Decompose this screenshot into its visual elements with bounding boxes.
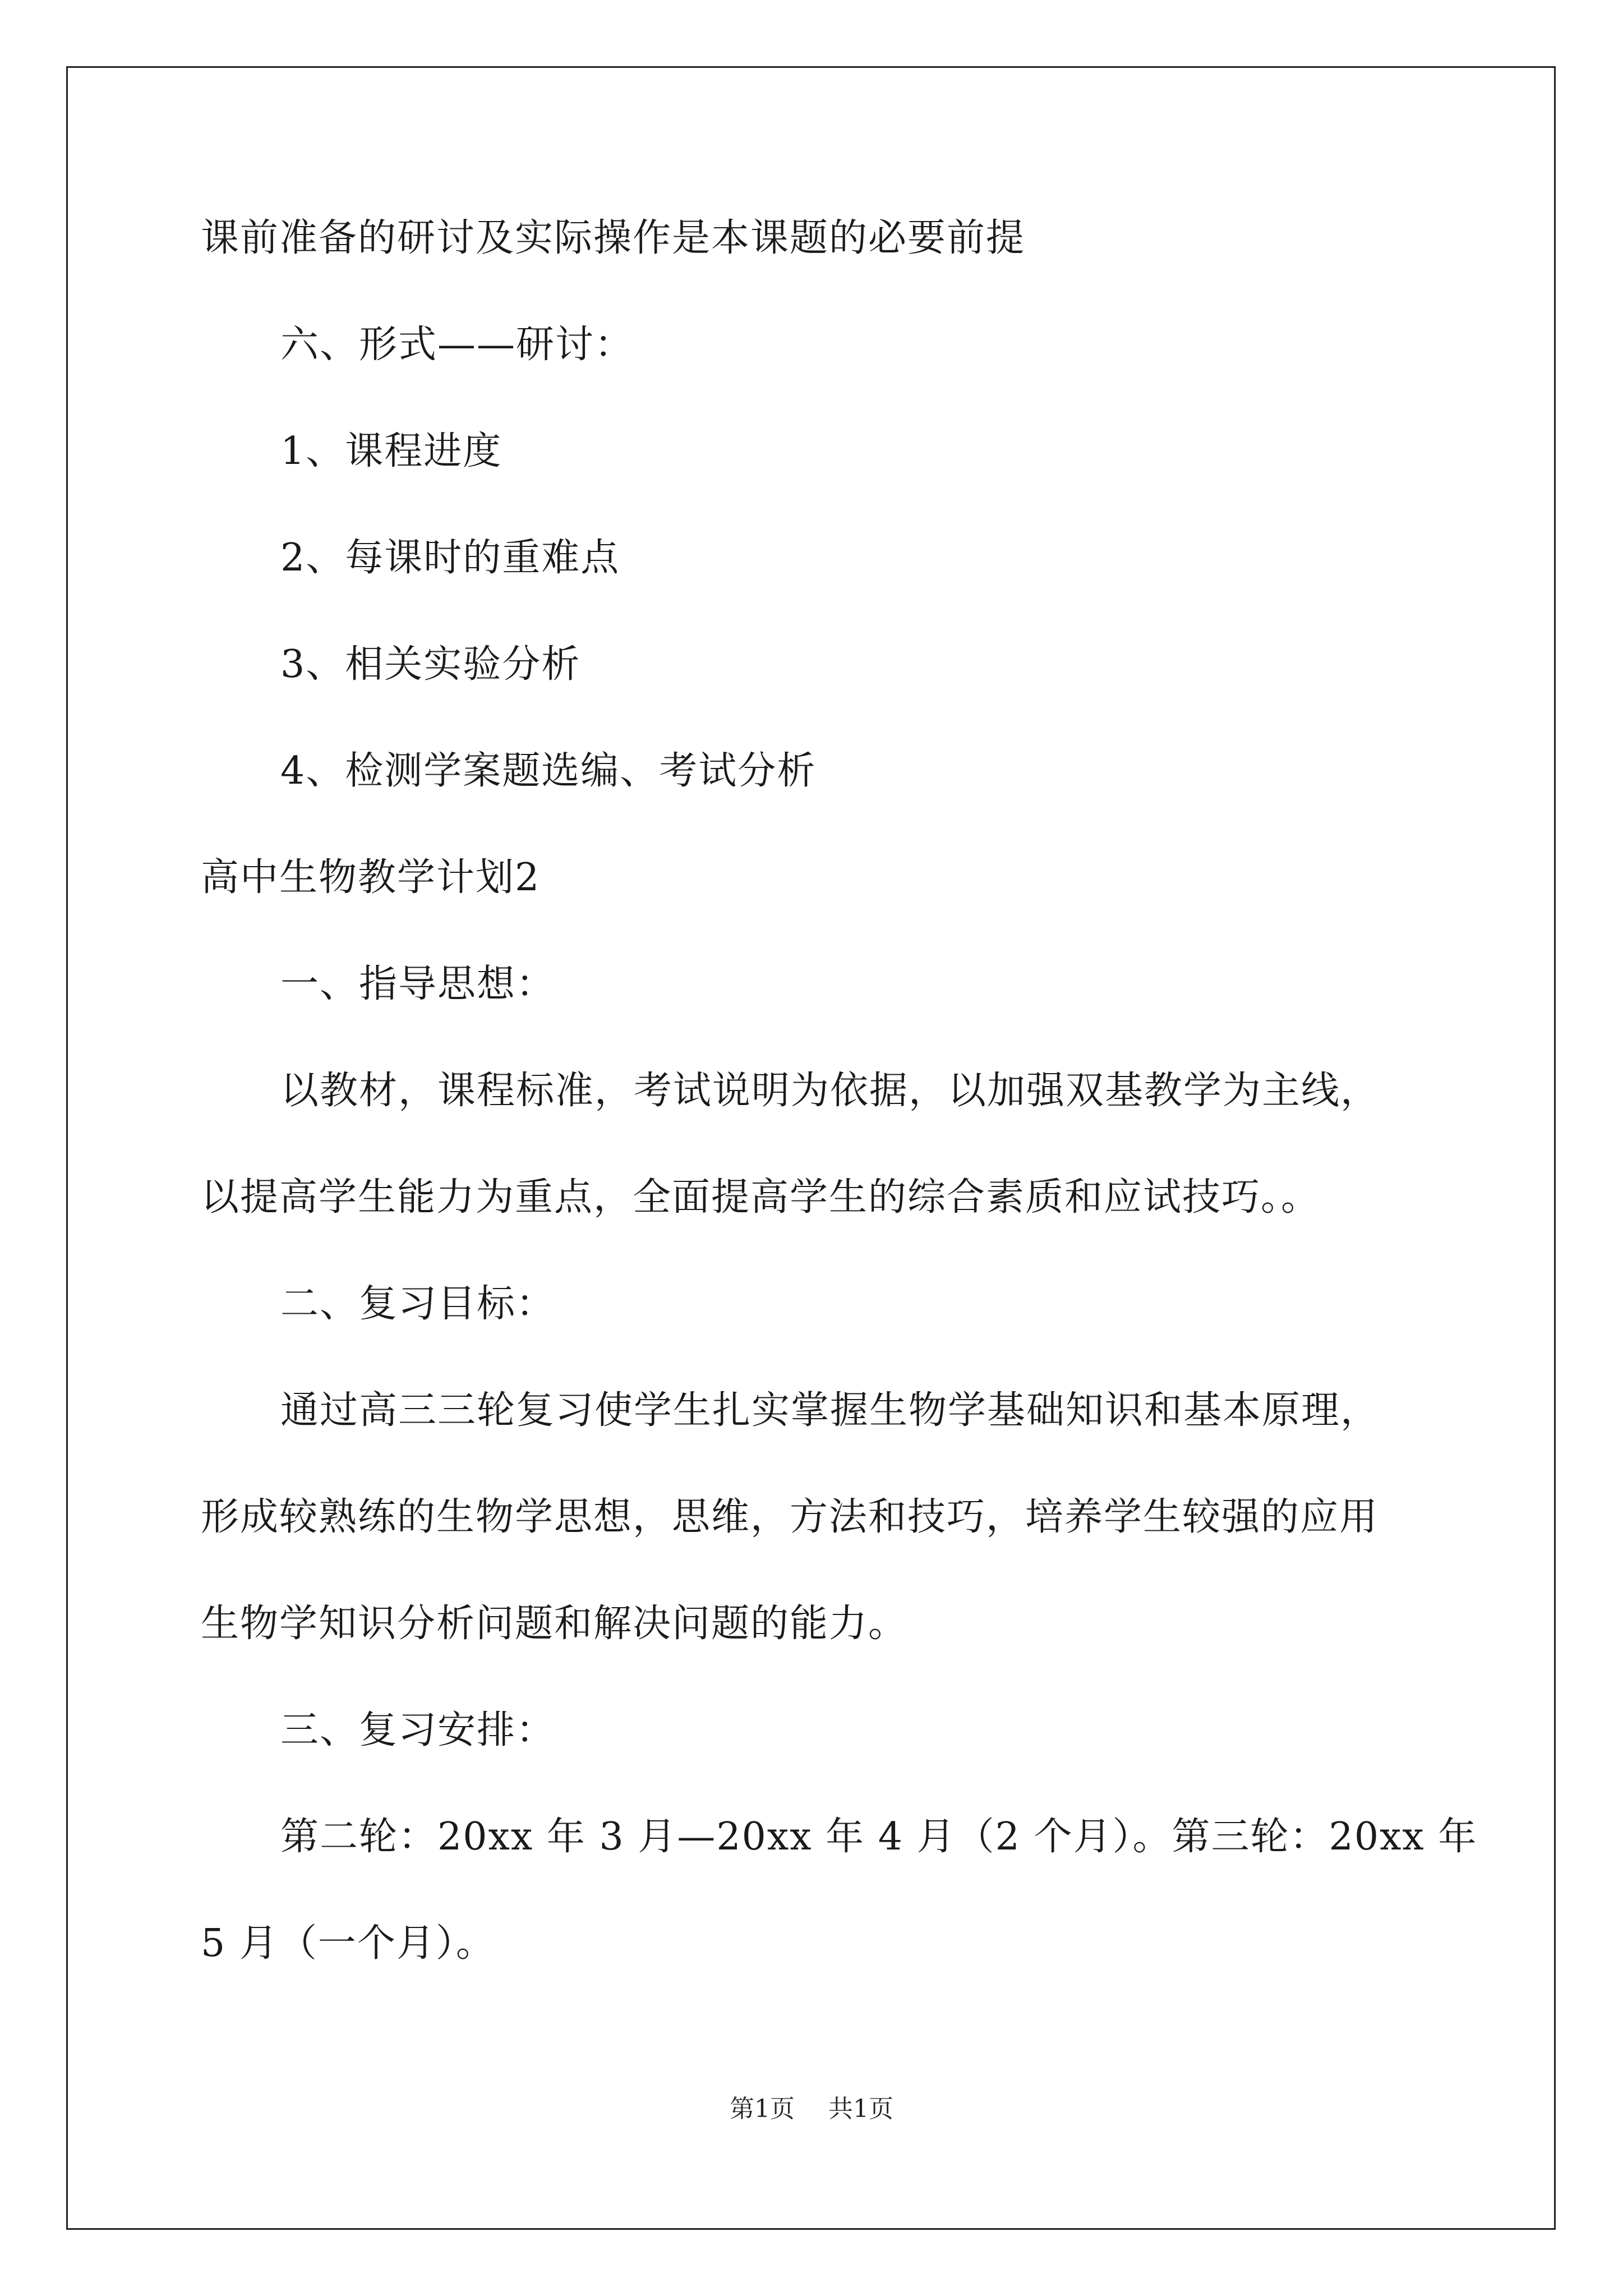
paragraph-line-guiding-2: 以提高学生能力为重点，全面提高学生的综合素质和应试技巧。。 xyxy=(201,1175,1321,1220)
page-number-total: 共1页 xyxy=(828,2095,893,2123)
paragraph-line-goals-1: 通过高三三轮复习使学生扎实掌握生物学基础知识和基本原理， xyxy=(280,1388,1380,1433)
paragraph-line-1: 课前准备的研讨及实际操作是本课题的必要前提 xyxy=(201,216,1026,260)
list-item-1: 1、课程进度 xyxy=(280,429,502,473)
page-border xyxy=(66,66,1556,2230)
list-item-4: 4、检测学案题选编、考试分析 xyxy=(280,749,817,793)
list-item-3: 3、相关实验分析 xyxy=(280,642,581,687)
page-number-current: 第1页 xyxy=(730,2095,795,2123)
paragraph-line-guiding-1: 以教材，课程标准，考试说明为依据，以加强双基教学为主线， xyxy=(280,1069,1380,1113)
list-item-2: 2、每课时的重难点 xyxy=(280,536,620,580)
paragraph-line-goals-2: 形成较熟练的生物学思想，思维，方法和技巧，培养学生较强的应用 xyxy=(201,1495,1379,1539)
document-title: 高中生物教学计划2 xyxy=(201,855,541,900)
section-heading-review-goals: 二、复习目标： xyxy=(280,1282,556,1326)
paragraph-line-schedule-2: 5 月（一个月）。 xyxy=(201,1921,495,1966)
section-heading-guiding-ideology: 一、指导思想： xyxy=(280,962,556,1006)
paragraph-line-goals-3: 生物学知识分析问题和解决问题的能力。 xyxy=(201,1602,908,1646)
paragraph-line-schedule-1: 第二轮：20xx 年 3 月—20xx 年 4 月（2 个月）。第三轮：20xx 年 xyxy=(280,1815,1478,1859)
section-heading-form: 六、形式——研讨： xyxy=(280,323,634,367)
section-heading-review-schedule: 三、复习安排： xyxy=(280,1708,556,1752)
page-footer xyxy=(0,2093,1623,2125)
